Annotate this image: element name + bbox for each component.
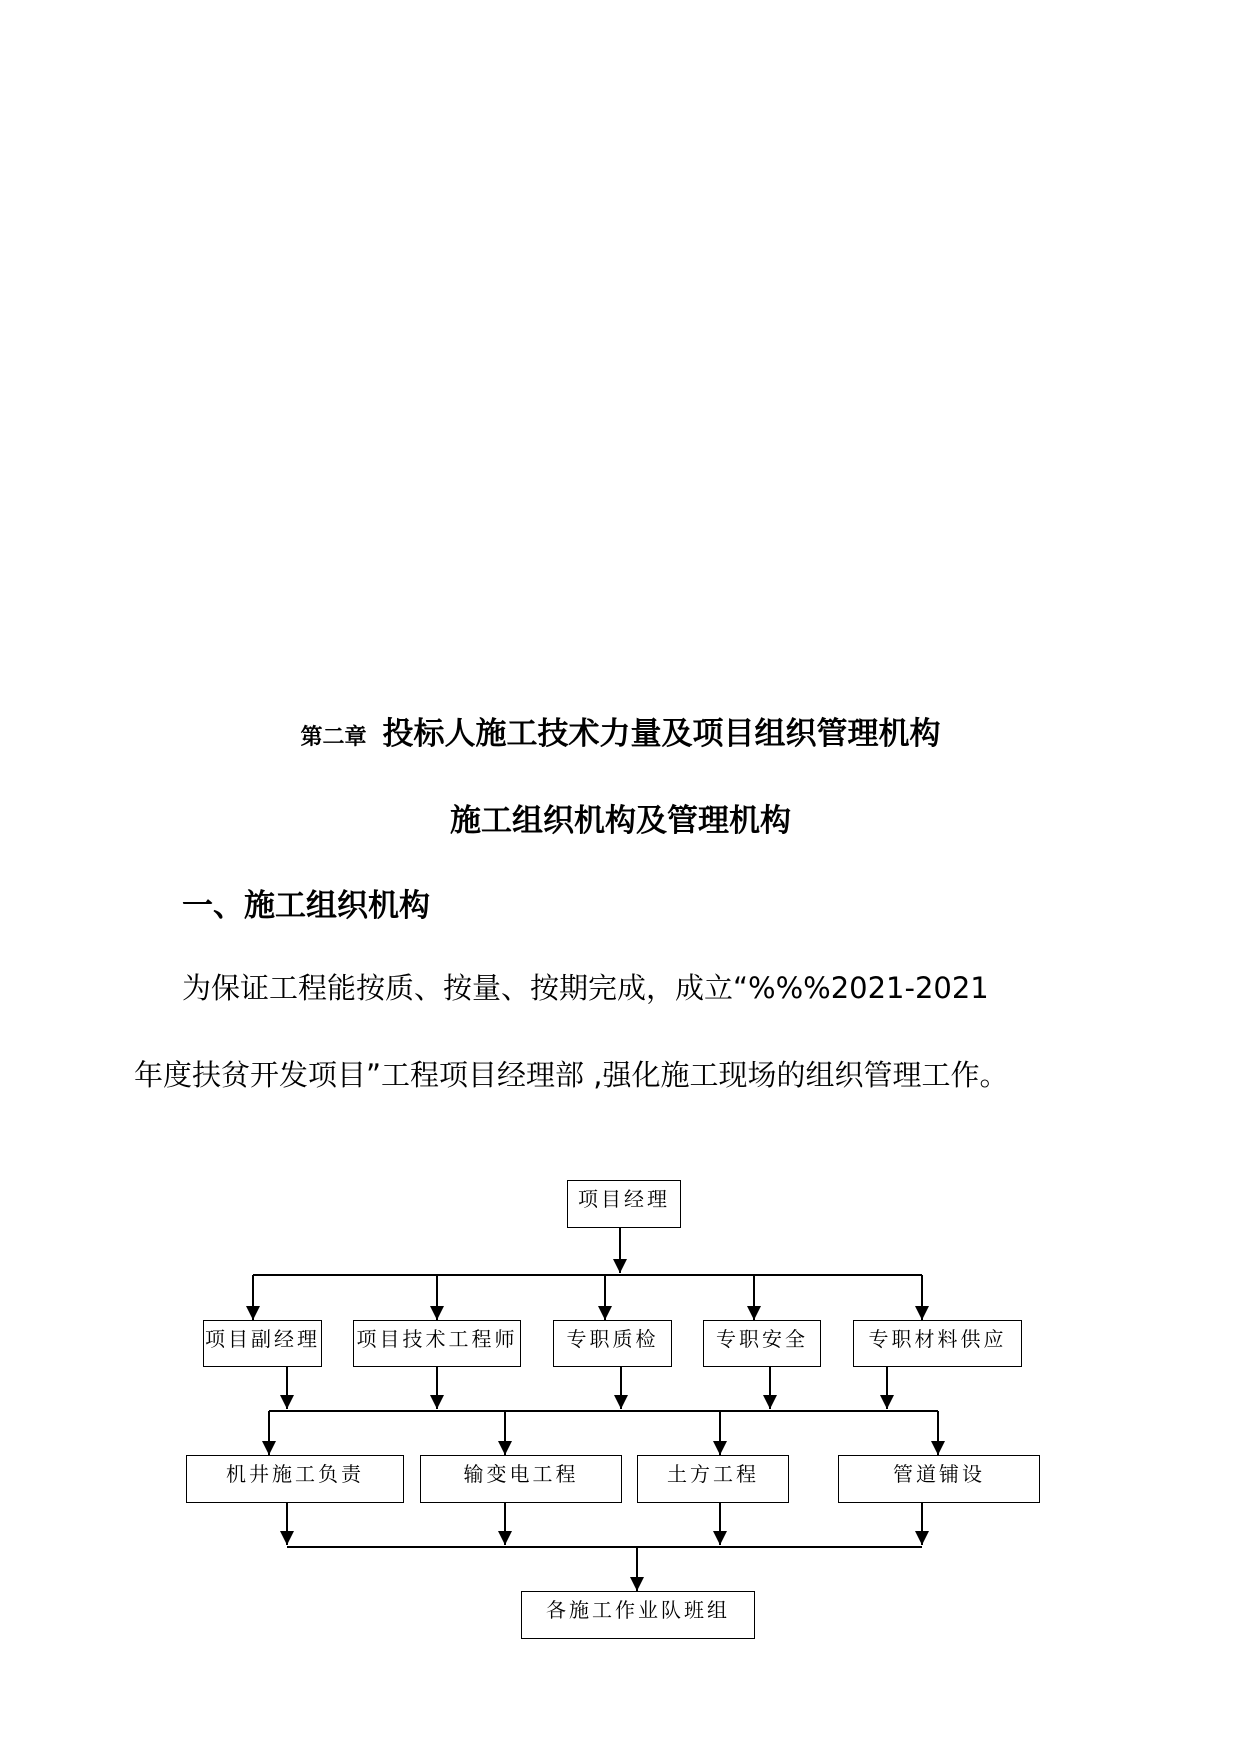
paragraph-line-2: 年度扶贫开发项目”工程项目经理部 ,强化施工现场的组织管理工作。 [134, 1058, 1009, 1092]
org-box-project-manager: 项目经理 [567, 1180, 681, 1228]
section-subtitle: 施工组织机构及管理机构 [450, 803, 791, 839]
org-box-quality-inspector: 专职质检 [553, 1320, 672, 1367]
org-box-safety-officer: 专职安全 [703, 1320, 821, 1367]
org-box-pipeline-laying: 管道铺设 [838, 1455, 1040, 1503]
org-box-technical-engineer: 项目技术工程师 [353, 1320, 521, 1367]
section-heading: 一、施工组织机构 [182, 888, 430, 924]
org-box-earthwork: 土方工程 [637, 1455, 789, 1503]
org-box-power-transmission: 输变电工程 [420, 1455, 622, 1503]
org-box-well-construction: 机井施工负责 [186, 1455, 404, 1503]
org-box-deputy-manager: 项目副经理 [203, 1320, 322, 1367]
paragraph-line-1: 为保证工程能按质、按量、按期完成，成立“%%%2021-2021 [182, 971, 989, 1005]
chapter-title: 投标人施工技术力量及项目组织管理机构 [382, 716, 941, 752]
org-box-construction-teams: 各施工作业队班组 [521, 1591, 755, 1639]
org-box-material-supply: 专职材料供应 [853, 1320, 1022, 1367]
chapter-prefix: 第二章 [300, 724, 367, 750]
